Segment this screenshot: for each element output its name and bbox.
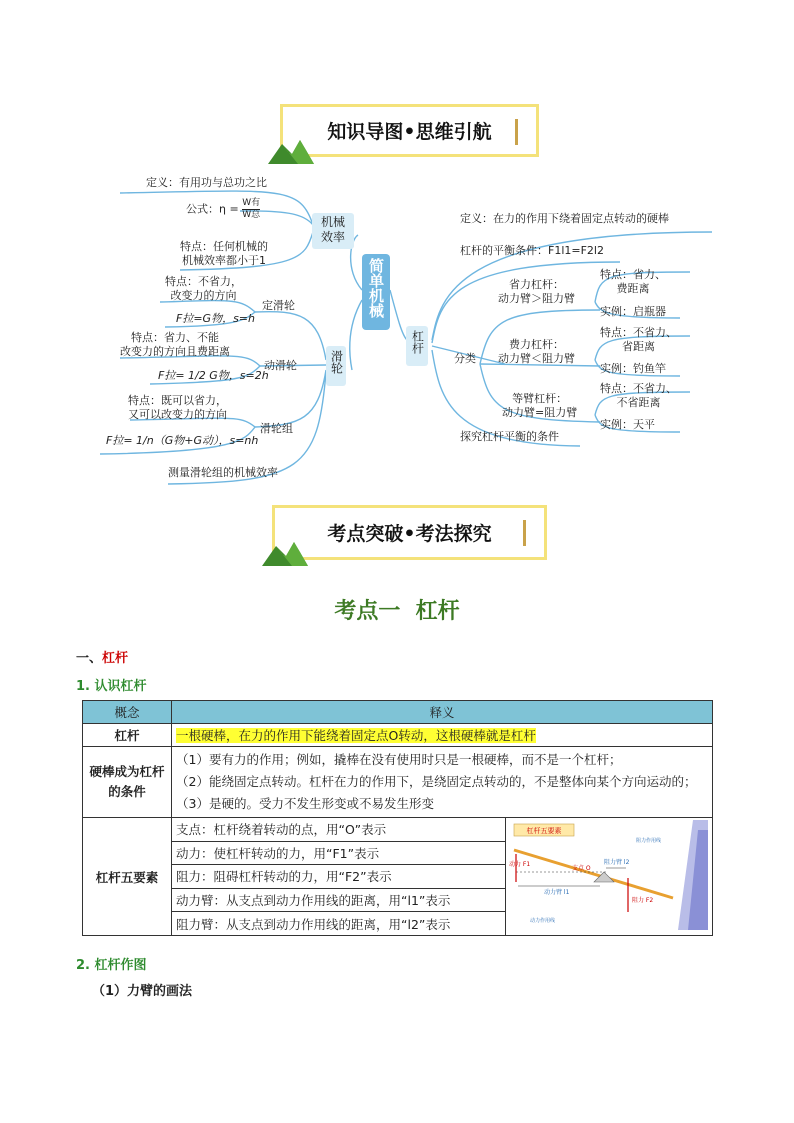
row-lever-cell (172, 724, 713, 747)
efficiency-feature-1: 特点：任何机械的 (180, 240, 268, 253)
pulley-block-feature (128, 394, 227, 422)
figure-line2: 阻力作用线 (636, 838, 662, 844)
five-elements-figure (508, 820, 708, 930)
lever-concept-table (82, 700, 713, 936)
heading-lever-text: 杠杆 (102, 651, 129, 666)
figure-fulcrum: 支点 O (572, 865, 591, 872)
movable-pulley-label: 动滑轮 (264, 359, 297, 372)
costly-lever-feature (600, 326, 677, 354)
banner-mindmap-title: 知识导图•思维引航 (327, 121, 492, 143)
center-label: 简单机械 (367, 258, 385, 318)
row-lever-label: 杠杆 (83, 724, 172, 747)
heading-know-text: 认识杠杆 (94, 679, 147, 694)
fixed-feature-2: 改变力的方向 (170, 289, 237, 302)
section-title: 考点一 杠杆 (334, 599, 460, 624)
banner-exam-title: 考点突破•考法探究 (327, 523, 492, 545)
element-fulcrum: 支点：杠杆绕着转动的点，用“O”表示 (172, 818, 506, 842)
figure-line1: 动力作用线 (530, 918, 556, 924)
heading-drawing-num: 2. (76, 958, 90, 973)
costly-lever-name: 费力杠杆： (509, 338, 564, 351)
element-effort: 动力：使杠杆转动的力，用“F1”表示 (172, 841, 506, 865)
efficiency-label: 机械效率 (320, 215, 345, 244)
figure-l2: 阻力臂 l2 (604, 859, 630, 866)
movable-feature-1: 特点：省力、不能 (131, 331, 219, 344)
costly-lever (498, 338, 575, 366)
row-five-elements-label: 杠杆五要素 (83, 818, 172, 936)
figure-title: 杠杆五要素 (526, 827, 562, 835)
five-elements-figure-cell (506, 818, 713, 936)
costly-lever-cond: 动力臂＜阻力臂 (498, 352, 575, 365)
pulley-block-formula: F拉= 1/n（G物+G动），s=nh (106, 434, 259, 447)
banner-exam (272, 505, 547, 560)
equal-lever-example: 实例：天平 (600, 418, 655, 431)
saving-lever (498, 278, 575, 306)
fixed-pulley-feature (165, 275, 242, 303)
efficiency-feature (180, 240, 268, 268)
movable-feature-2: 改变力的方向且费距离 (120, 345, 230, 358)
efficiency-feature-2: 机械效率都小于1 (182, 254, 266, 267)
equal-lever-feature (600, 382, 677, 410)
col-concept: 概念 (83, 701, 172, 724)
saving-lever-cond: 动力臂＞阻力臂 (498, 292, 575, 305)
element-effort-arm: 动力臂：从支点到动力作用线的距离，用“l1”表示 (172, 888, 506, 912)
row-condition-label: 硬棒成为杠杆的条件 (83, 747, 172, 818)
banner-accent-bar-2 (523, 520, 526, 546)
saving-lever-feature (600, 268, 666, 296)
equal-feature-1: 特点：不省力、 (600, 382, 677, 395)
heading-lever (76, 647, 128, 666)
block-feature-2: 又可以改变力的方向 (128, 408, 227, 421)
costly-feature-2: 省距离 (622, 340, 655, 353)
lever-node (406, 326, 428, 366)
pulley-block-label: 滑轮组 (260, 422, 293, 435)
fixed-pulley-label: 定滑轮 (262, 299, 295, 312)
efficiency-formula-den: W总 (242, 210, 261, 220)
figure-l1: 动力臂 l1 (544, 889, 570, 896)
movable-pulley-feature (120, 331, 230, 359)
block-feature-1: 特点：既可以省力， (128, 394, 227, 407)
col-explanation: 释义 (172, 701, 713, 724)
equal-feature-2: 不省距离 (616, 396, 661, 409)
efficiency-formula-prefix: 公式：η = (186, 202, 239, 216)
lever-definition: 定义：在力的作用下绕着固定点转动的硬棒 (460, 212, 669, 225)
heading-know-num: 1. (76, 679, 90, 694)
efficiency-formula (186, 198, 260, 221)
equal-lever (502, 392, 577, 420)
pulley-label: 滑轮 (329, 350, 344, 374)
equal-lever-name: 等臂杠杆： (512, 392, 568, 405)
saving-feature-2: 费距离 (616, 282, 650, 295)
efficiency-definition: 定义：有用功与总功之比 (146, 176, 267, 189)
heading-know-lever (76, 675, 147, 694)
pulley-node (326, 346, 346, 386)
heading-arm-method: （1）力臂的画法 (92, 984, 193, 999)
lever-classify: 分类 (454, 352, 476, 365)
lever-balance-condition: 杠杆的平衡条件：F1l1=F2l2 (460, 244, 604, 257)
lever-label: 杠杆 (410, 330, 425, 354)
condition-2: （2）能绕固定点转动。杠杆在力的作用下，是绕固定点转动的，不是整体向某个方向运动的； (176, 774, 697, 789)
costly-feature-1: 特点：不省力、 (600, 326, 677, 339)
mindmap-lines (0, 0, 794, 500)
mindmap-center-node (362, 254, 390, 330)
condition-3: （3）是硬的。受力不发生形变或不易发生形变 (176, 796, 434, 811)
measure-efficiency: 测量滑轮组的机械效率 (168, 466, 278, 479)
row-condition-cell (172, 747, 713, 818)
efficiency-formula-num: W有 (242, 198, 261, 208)
heading-lever-drawing (76, 954, 147, 973)
movable-pulley-formula: F拉= 1/2 G物，s=2h (158, 369, 269, 382)
fixed-feature-1: 特点：不省力， (165, 275, 242, 288)
saving-lever-name: 省力杠杆： (509, 278, 564, 291)
figure-f2: 阻力 F2 (632, 897, 654, 904)
explore-lever-balance: 探究杠杆平衡的条件 (460, 430, 559, 443)
efficiency-node (312, 213, 354, 249)
condition-1: （1）要有力的作用；例如，撬棒在没有使用时只是一根硬棒，而不是一个杠杆； (176, 752, 622, 767)
heading-drawing-text: 杠杆作图 (94, 958, 147, 973)
element-resistance: 阻力：阻碍杠杆转动的力，用“F2”表示 (172, 865, 506, 889)
mountain-icon-2 (262, 540, 308, 566)
saving-lever-example: 实例：启瓶器 (600, 305, 666, 318)
element-resistance-arm: 阻力臂：从支点到动力作用线的距离，用“l2”表示 (172, 912, 506, 936)
costly-lever-example: 实例：钓鱼竿 (600, 362, 666, 375)
figure-f1: 动力 F1 (509, 861, 531, 868)
equal-lever-cond: 动力臂=阻力臂 (502, 406, 578, 419)
heading-lever-num: 一、 (76, 651, 103, 666)
saving-feature-1: 特点：省力、 (600, 268, 666, 281)
fixed-pulley-formula: F拉=G物，s=h (176, 312, 255, 325)
row-lever-text: 一根硬棒，在力的作用下能绕着固定点O转动，这根硬棒就是杠杆 (176, 728, 536, 743)
